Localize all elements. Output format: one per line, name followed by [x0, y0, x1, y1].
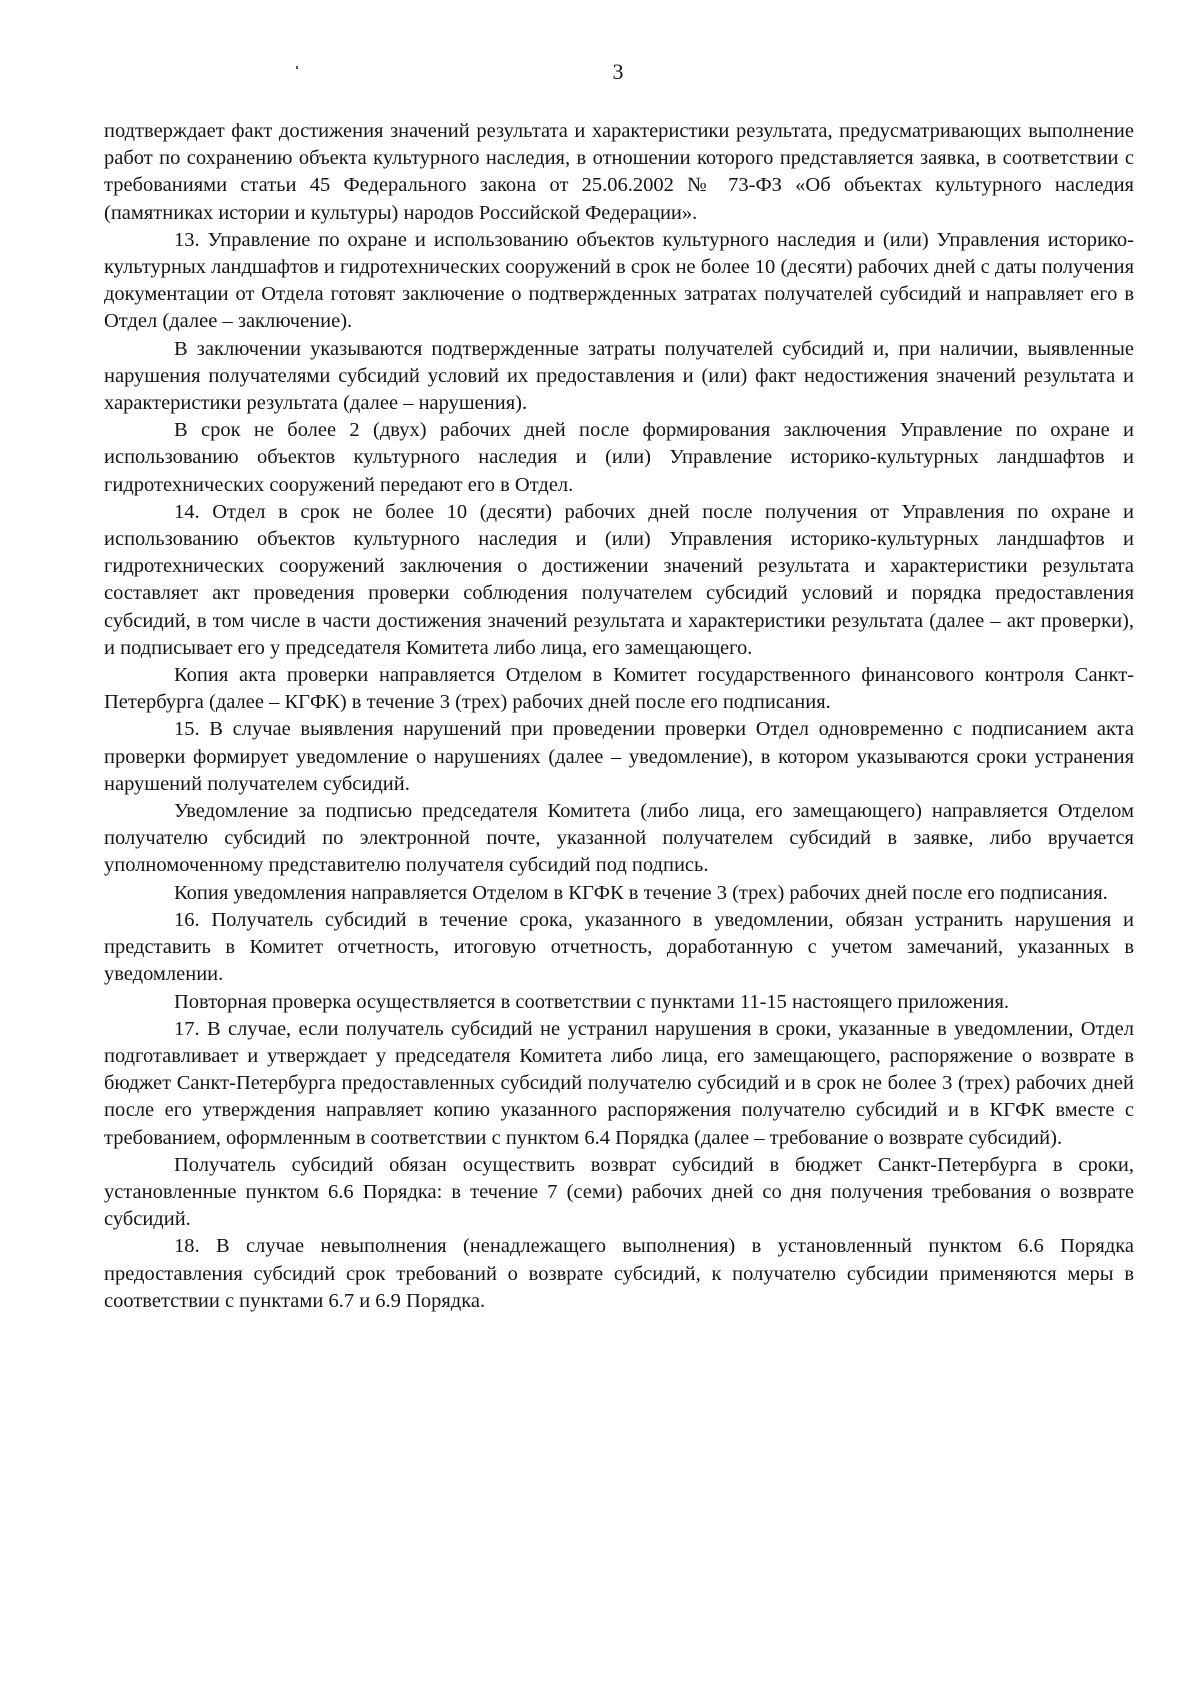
document-body	[104, 118, 1134, 1315]
paragraph-item-13: 13. Управление по охране и использованию объектов культурного наследия и (или) Управления историко-культурных ландшафтов и гидротехнических сооружений в срок не более 10 (десяти) рабочих дней с даты получения документации от Отдела готовят заключение о подтвержденных затратах получателей субсидий и направляет его в Отдел (далее – заключение).	[104, 228, 1134, 333]
paragraph-notice-delivery: Уведомление за подписью председателя Комитета (либо лица, его замещающего) направляется Отделом получателю субсидий по электронной почте, указанной получателем субсидий в заявке, либо вручается уполномоченному представителю получателя субсидий под подпись.	[104, 800, 1134, 877]
paragraph-notice-copy: Копия уведомления направляется Отделом в КГФК в течение 3 (трех) рабочих дней после его подписания.	[174, 881, 1108, 904]
paragraph-conclusion-transfer: В срок не более 2 (двух) рабочих дней после формирования заключения Управление по охране и использованию объектов культурного наследия и (или) Управление историко-культурных ландшафтов и гидротехнических сооружений передают его в Отдел.	[104, 419, 1134, 496]
paragraph-item-17: 17. В случае, если получатель субсидий не устранил нарушения в сроки, указанные в уведомлении, Отдел подготавливает и утверждает у председателя Комитета либо лица, его замещающего, распоряжение о возврате в бюджет Санкт-Петербурга предоставленных субсидий получателю субсидий и в срок не более 3 (трех) рабочих дней после его утверждения направляет копию указанного распоряжения получателю субсидий и в КГФК вместе с требованием, оформленным в соответствии с пунктом 6.4 Порядка (далее – требование о возврате субсидий).	[104, 1017, 1134, 1149]
paragraph-item-14: 14. Отдел в срок не более 10 (десяти) рабочих дней после получения от Управления по охране и использованию объектов культурного наследия и (или) Управления историко-культурных ландшафтов и гидротехнических сооружений заключения о достижении значений результата и характеристики результата составляет акт проведения проверки соблюдения получателем субсидий условий и порядка предоставления субсидий, в том числе в части достижения значений результата и характеристики результата (далее – акт проверки), и подписывает его у председателя Комитета либо лица, его замещающего.	[104, 500, 1134, 659]
page-number: 3	[612, 59, 624, 84]
paragraph-refund-obligation: Получатель субсидий обязан осуществить возврат субсидий в бюджет Санкт-Петербурга в сроки, установленные пунктом 6.6 Порядка: в течение 7 (семи) рабочих дней со дня получения требования о возврате субсидий.	[104, 1153, 1134, 1231]
paragraph-item-16: 16. Получатель субсидий в течение срока, указанного в уведомлении, обязан устранить нарушения и представить в Комитет отчетность, итоговую отчетность, доработанную с учетом замечаний, указанных в уведомлении.	[104, 908, 1134, 986]
paragraph-item-18: 18. В случае невыполнения (ненадлежащего выполнения) в установленный пунктом 6.6 Порядка предоставления субсидий срок требований о возврате субсидий, к получателю субсидии применяются меры в соответствии с пунктами 6.7 и 6.9 Порядка.	[104, 1235, 1134, 1312]
paragraph-continuation: подтверждает факт достижения значений результата и характеристики результата, предусматривающих выполнение работ по сохранению объекта культурного наследия, в отношении которого представляется заявка, в соответствии с требованиями статьи 45 Федерального закона от 25.06.2002 № 73-ФЗ «Об объектах культурного наследия (памятниках истории и культуры) народов Российской Федерации».	[104, 120, 1134, 224]
paragraph-act-copy: Копия акта проверки направляется Отделом в Комитет государственного финансового контроля Санкт-Петербурга (далее – КГФК) в течение 3 (трех) рабочих дней после его подписания.	[104, 664, 1134, 714]
paragraph-repeat-check: Повторная проверка осуществляется в соответствии с пунктами 11-15 настоящего приложения.	[174, 990, 1009, 1013]
paragraph-conclusion-contents: В заключении указываются подтвержденные затраты получателей субсидий и, при наличии, выявленные нарушения получателями субсидий условий их предоставления и (или) факт недостижения значений результата и характеристики результата (далее – нарушения).	[104, 337, 1134, 415]
paragraph-item-15: 15. В случае выявления нарушений при проведении проверки Отдел одновременно с подписанием акта проверки формирует уведомление о нарушениях (далее – уведомление), в котором указываются сроки устранения нарушений получателем субсидий.	[104, 718, 1134, 795]
